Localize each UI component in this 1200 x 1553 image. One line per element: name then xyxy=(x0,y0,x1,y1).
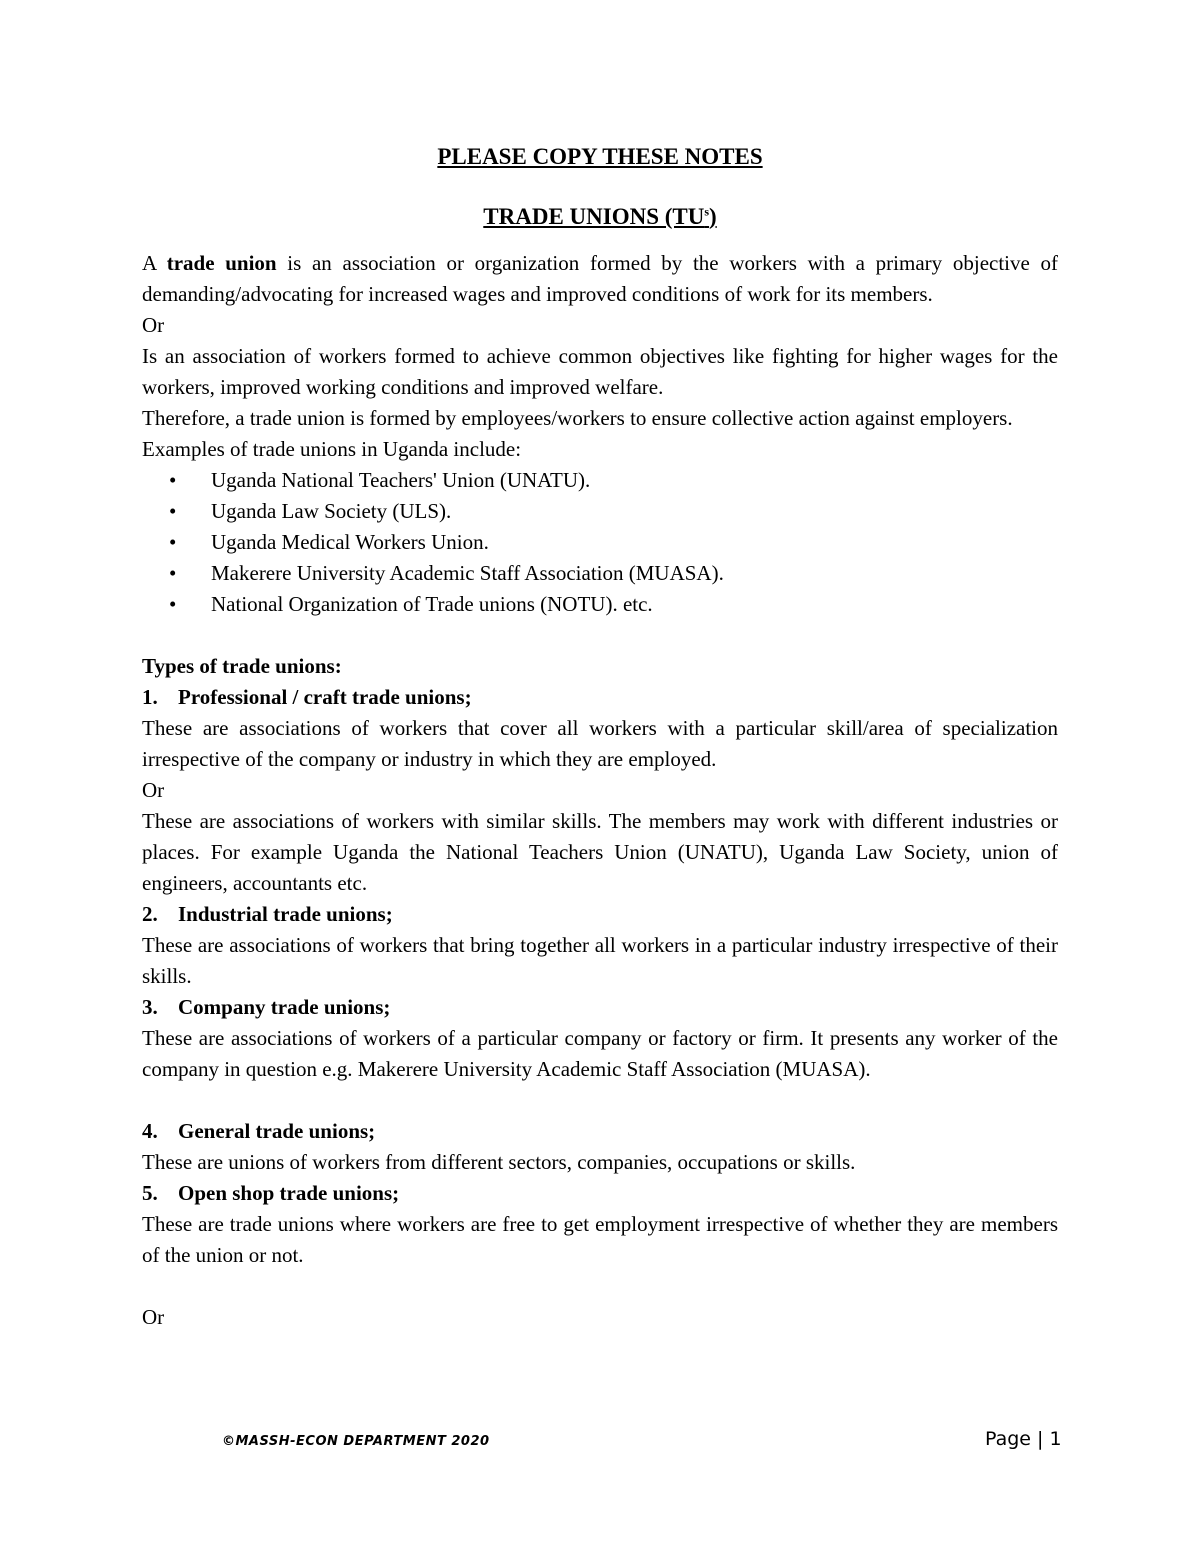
list-item xyxy=(169,527,1058,558)
type-1-description-alt: These are associations of workers with similar skills. The members may work with different industries or places. For example Uganda the National Teachers Union (UNATU), Uganda Law Society, union of engineers, accountants etc. xyxy=(142,809,1058,895)
types-heading: Types of trade unions: xyxy=(142,654,342,678)
type-4-title: General trade unions; xyxy=(178,1119,376,1143)
spacer xyxy=(142,1271,1058,1302)
definition-2: Is an association of workers formed to achieve common objectives like fighting for higher wages for the workers, improved working conditions and improved welfare. xyxy=(142,344,1058,399)
type-2-number: 2. xyxy=(142,902,158,926)
type-3-description: These are associations of workers of a particular company or factory or firm. It presents any worker of the company in question e.g. Makerere University Academic Staff Association (MUASA). xyxy=(142,1026,1058,1081)
type-1-number: 1. xyxy=(142,685,158,709)
page-footer xyxy=(0,1428,1200,1460)
spacer xyxy=(142,1085,1058,1116)
examples-list xyxy=(142,465,1058,620)
therefore-paragraph: Therefore, a trade union is formed by employees/workers to ensure collective action against employers. xyxy=(142,406,1013,430)
type-1-heading xyxy=(142,682,1058,713)
type-2-title: Industrial trade unions; xyxy=(178,902,393,926)
section-title-superscript: s xyxy=(704,204,710,219)
page-title: PLEASE COPY THESE NOTES xyxy=(437,144,763,169)
list-item-text: Uganda Law Society (ULS). xyxy=(211,499,452,523)
document-body xyxy=(142,140,1058,1333)
spacer xyxy=(142,620,1058,651)
footer-credit: ©MASSH-ECON DEPARTMENT 2020 xyxy=(222,1434,490,1449)
list-item xyxy=(169,496,1058,527)
page-number: Page | 1 xyxy=(985,1428,1062,1450)
type-5-heading xyxy=(142,1178,1058,1209)
type-1-description: These are associations of workers that cover all workers with a particular skill/area of specialization irrespective of the company or industry in which they are employed. xyxy=(142,716,1058,771)
definition-1-text: is an association or organization formed by the workers with a primary objective of demanding/advocating for increased wages and improved conditions of work for its members. xyxy=(142,251,1059,306)
type-4-description: These are unions of workers from different sectors, companies, occupations or skills. xyxy=(142,1150,856,1174)
definition-1-term: trade union xyxy=(166,251,277,275)
list-item xyxy=(169,465,1058,496)
or-separator: Or xyxy=(142,313,165,337)
section-title-text: TRADE UNIONS (TU xyxy=(483,204,705,229)
closing-or: Or xyxy=(142,1305,165,1329)
type-4-number: 4. xyxy=(142,1119,158,1143)
list-item-text: National Organization of Trade unions (NOTU). etc. xyxy=(211,592,653,616)
type-3-title: Company trade unions; xyxy=(178,995,391,1019)
type-1-or: Or xyxy=(142,778,165,802)
list-item-text: Makerere University Academic Staff Association (MUASA). xyxy=(211,561,724,585)
section-title xyxy=(142,200,1058,234)
bullet-icon: • xyxy=(169,561,177,585)
type-2-description: These are associations of workers that bring together all workers in a particular industry irrespective of their skills. xyxy=(142,933,1058,988)
examples-intro: Examples of trade unions in Uganda include: xyxy=(142,437,522,461)
bullet-icon: • xyxy=(169,468,177,492)
type-5-number: 5. xyxy=(142,1181,158,1205)
bullet-icon: • xyxy=(169,592,177,616)
type-3-heading xyxy=(142,992,1058,1023)
section-title-end: ) xyxy=(709,204,717,229)
definition-1-prefix: A xyxy=(142,251,167,275)
list-item-text: Uganda Medical Workers Union. xyxy=(211,530,489,554)
type-4-heading xyxy=(142,1116,1058,1147)
definition-1 xyxy=(142,248,1058,310)
type-5-title: Open shop trade unions; xyxy=(178,1181,400,1205)
list-item xyxy=(169,589,1058,620)
type-5-description: These are trade unions where workers are free to get employment irrespective of whether they are members of the union or not. xyxy=(142,1212,1058,1267)
type-2-heading xyxy=(142,899,1058,930)
type-3-number: 3. xyxy=(142,995,158,1019)
list-item-text: Uganda National Teachers' Union (UNATU). xyxy=(211,468,591,492)
list-item xyxy=(169,558,1058,589)
type-1-title: Professional / craft trade unions; xyxy=(178,685,472,709)
bullet-icon: • xyxy=(169,499,177,523)
bullet-icon: • xyxy=(169,530,177,554)
